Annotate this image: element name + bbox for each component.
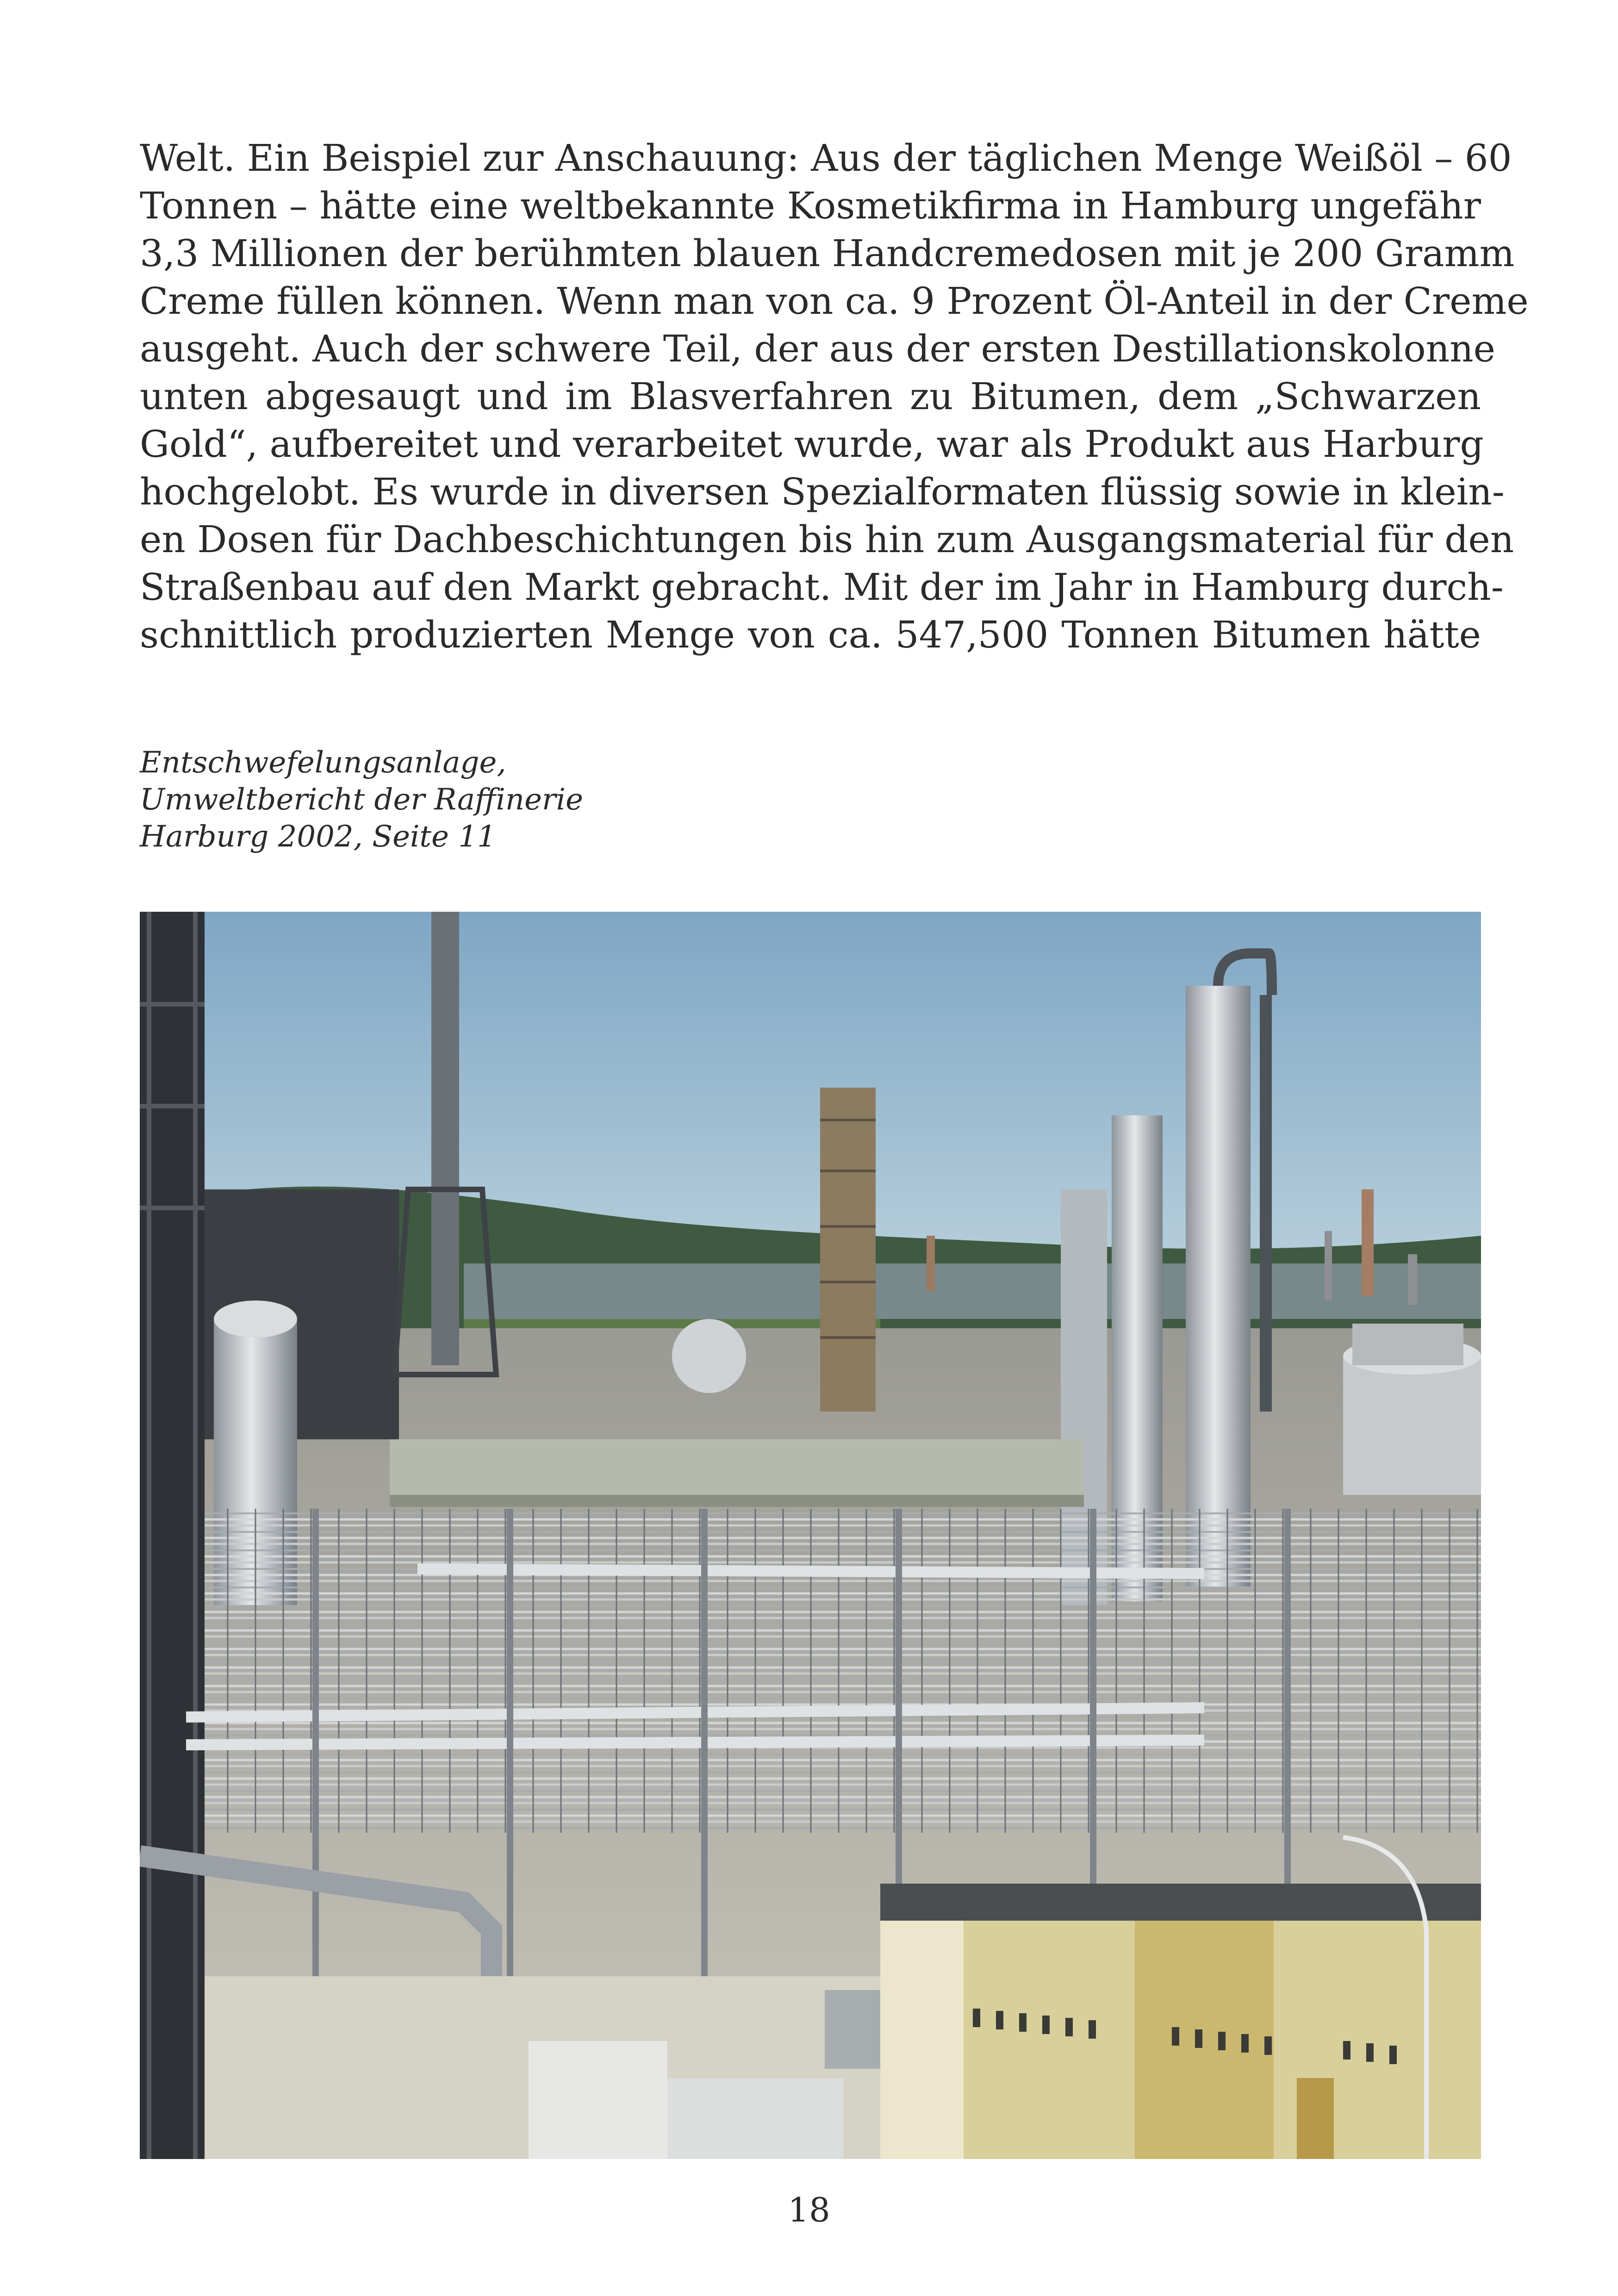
text-line: Creme füllen können. Wenn man von ca. 9 Prozent Öl-Anteil in der Creme [140, 280, 1529, 323]
text-line: Welt. Ein Beispiel zur Anschauung: Aus der täglichen Menge Weißöl – 60 [140, 137, 1512, 180]
container [529, 2041, 667, 2159]
text-line: Gold“, aufbereitet und verarbeitet wurde, war als Produkt aus Harburg [140, 423, 1484, 466]
text-line: hochgelobt. Es wurde in diversen Spezialformaten flüssig sowie in klein- [140, 470, 1505, 513]
storage-tank [1343, 1356, 1481, 1495]
photo-caption [140, 744, 788, 855]
text-line: ausgeht. Auch der schwere Teil, der aus der ersten Destillationskolonne [140, 327, 1496, 370]
caption-line: Entschwefelungsanlage, [140, 746, 506, 780]
body-paragraph [140, 134, 1529, 659]
refinery-illustration [140, 912, 1481, 2159]
text-line: schnittlich produzierten Menge von ca. 547,500 Tonnen Bitumen hätte [140, 613, 1481, 656]
right-column-tall [1186, 986, 1251, 1587]
text-line: 3,3 Millionen der berühmten blauen Handcremedosen mit je 200 Gramm [140, 232, 1515, 275]
lattice-tower [820, 1088, 876, 1412]
page-number: 18 [788, 2190, 830, 2229]
caption-line: Umweltbericht der Raffinerie [140, 783, 583, 817]
spherical-tank [672, 1319, 746, 1393]
tall-stack [431, 912, 459, 1365]
caption-line: Harburg 2002, Seite 11 [140, 820, 496, 854]
text-line: Straßenbau auf den Markt gebracht. Mit der im Jahr in Hamburg durch- [140, 566, 1504, 609]
text-line: en Dosen für Dachbeschichtungen bis hin zum Ausgangsmaterial für den [140, 518, 1514, 561]
text-line: Tonnen – hätte eine weltbekannte Kosmetikfirma in Hamburg ungefähr [140, 184, 1481, 227]
air-cooler-deck [390, 1439, 1084, 1495]
refinery-photo [140, 912, 1481, 2159]
text-line: unten abgesaugt und im Blasverfahren zu Bitumen, dem „Schwarzen [140, 375, 1481, 418]
